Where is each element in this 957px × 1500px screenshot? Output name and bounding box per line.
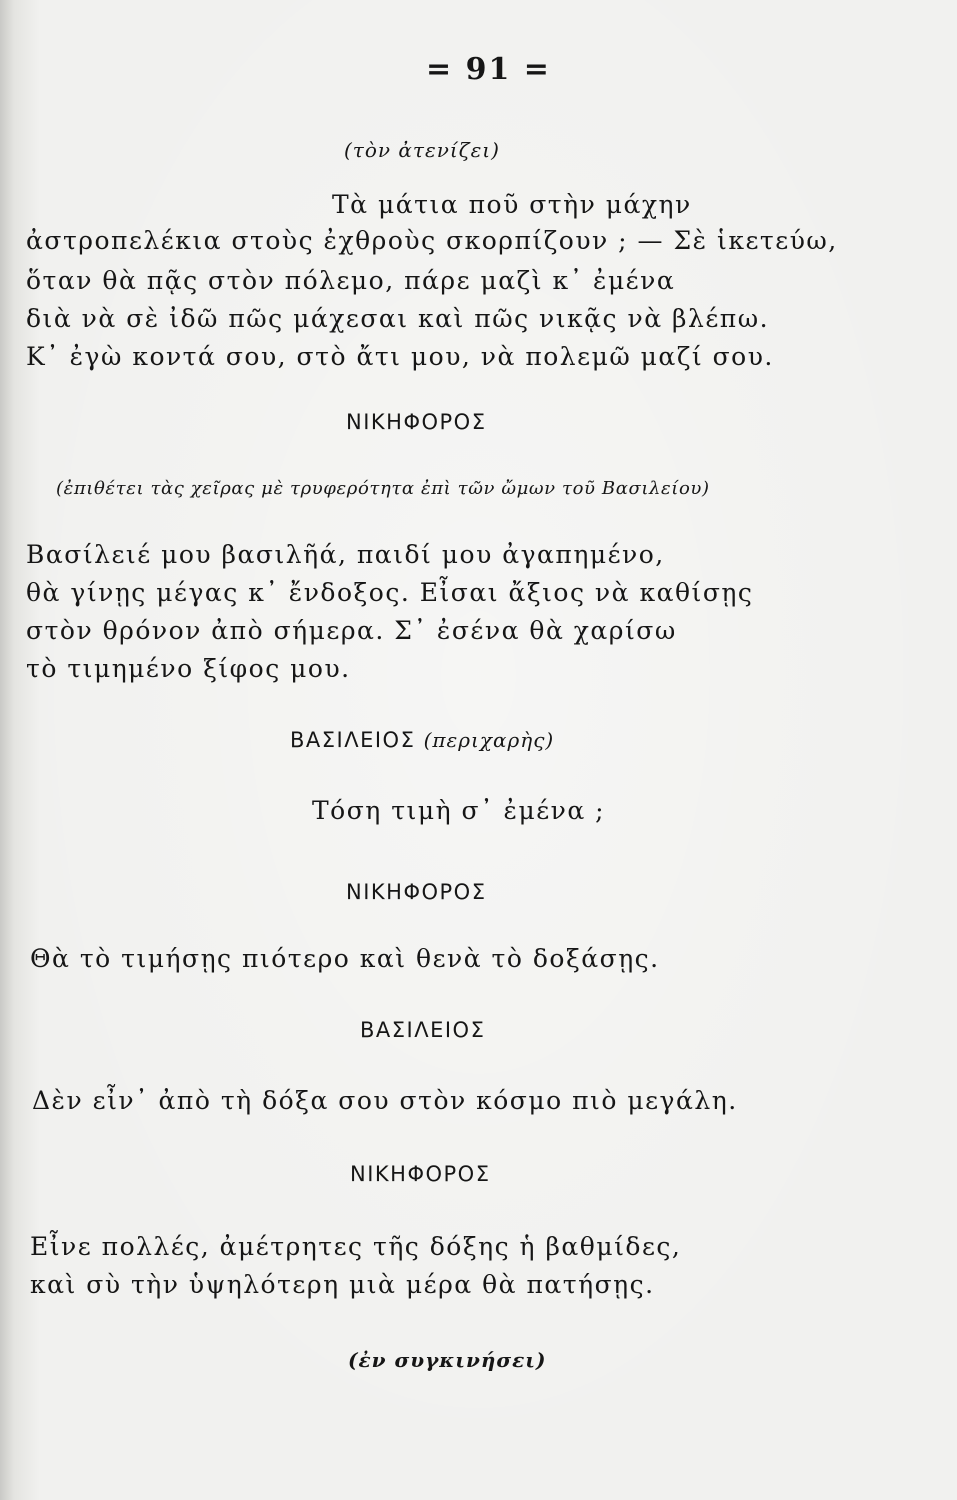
speaker-name: ΒΑΣΙΛΕΙΟΣ bbox=[290, 728, 416, 752]
speaker-name: ΒΑΣΙΛΕΙΟΣ bbox=[360, 1018, 486, 1042]
speaker-name: ΝΙΚΗΦΟΡΟΣ bbox=[346, 410, 487, 434]
verse-line: Δὲν εἶν᾽ ἀπὸ τὴ δόξα σου στὸν κόσμο πιὸ μεγάλη. bbox=[32, 1086, 738, 1115]
verse-line: Τὰ μάτια ποῦ στὴν μάχην bbox=[332, 190, 692, 219]
speaker-line bbox=[290, 728, 554, 752]
verse-line: ὅταν θὰ πᾷς στὸν πόλεμο, πάρε μαζὶ κ᾽ ἐμένα bbox=[26, 266, 676, 295]
verse-line: Εἶνε πολλές, ἀμέτρητες τῆς δόξης ἡ βαθμίδες, bbox=[30, 1232, 682, 1261]
stage-direction: (ἐν συγκινήσει) bbox=[348, 1348, 547, 1372]
speaker-name: ΝΙΚΗΦΟΡΟΣ bbox=[350, 1162, 491, 1186]
verse-line: τὸ τιμημένο ξίφος μου. bbox=[26, 654, 351, 683]
verse-line: διὰ νὰ σὲ ἰδῶ πῶς μάχεσαι καὶ πῶς νικᾷς νὰ βλέπω. bbox=[26, 304, 770, 333]
verse-line: θὰ γίνῃς μέγας κ᾽ ἔνδοξος. Εἶσαι ἄξιος νὰ καθίσῃς bbox=[26, 578, 754, 607]
speaker-name: ΝΙΚΗΦΟΡΟΣ bbox=[346, 880, 487, 904]
verse-line: καὶ σὺ τὴν ὑψηλότερη μιὰ μέρα θὰ πατήσῃς. bbox=[30, 1270, 655, 1299]
verse-line: Βασίλειέ μου βασιλῆά, παιδί μου ἀγαπημένο, bbox=[26, 540, 665, 569]
speaker-aside: (περιχαρὴς) bbox=[423, 728, 555, 752]
verse-line: Θὰ τὸ τιμήσῃς πιότερο καὶ θενὰ τὸ δοξάσῃς. bbox=[30, 944, 660, 973]
stage-direction: (ἐπιθέτει τὰς χεῖρας μὲ τρυφερότητα ἐπὶ τῶν ὤμων τοῦ Βασιλείου) bbox=[56, 478, 710, 499]
verse-line: Τόση τιμὴ σ᾽ ἐμένα ; bbox=[312, 796, 606, 825]
verse-line: στὸν θρόνον ἀπὸ σήμερα. Σ᾽ ἐσένα θὰ χαρίσω bbox=[26, 616, 677, 645]
stage-direction: (τὸν ἀτενίζει) bbox=[344, 138, 500, 162]
verse-line: ἀστροπελέκια στοὺς ἐχθροὺς σκορπίζουν ; — Σὲ ἱκετεύω, bbox=[26, 226, 838, 255]
page-number: = 91 = bbox=[426, 52, 551, 87]
verse-line: Κ᾽ ἐγὼ κοντά σου, στὸ ἄτι μου, νὰ πολεμῶ μαζί σου. bbox=[26, 342, 774, 371]
